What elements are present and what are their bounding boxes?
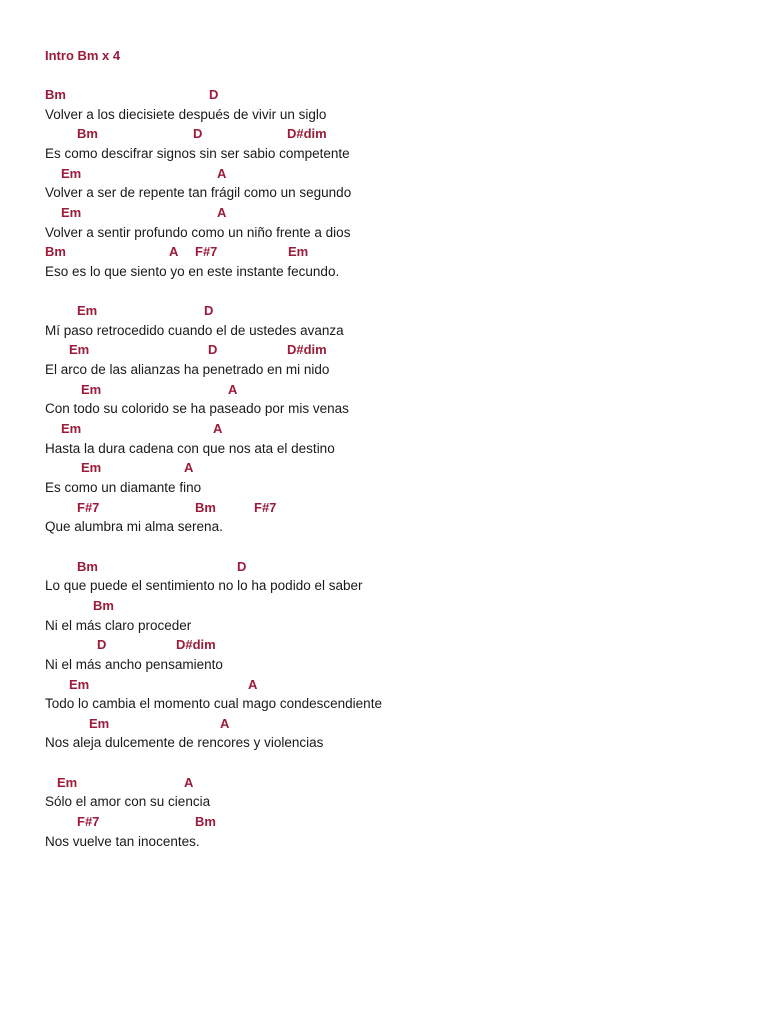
chord-line	[45, 342, 745, 358]
chord: Bm	[195, 500, 216, 515]
chord-line	[45, 716, 745, 732]
chord-line	[45, 166, 745, 182]
chord: Em	[69, 677, 90, 692]
chord: A	[184, 460, 194, 475]
chord: A	[217, 205, 227, 220]
lyric-line: Que alumbra mi alma serena.	[45, 519, 223, 534]
chord: Em	[61, 421, 82, 436]
chord: Bm	[45, 244, 66, 259]
lyric-line: Es como descifrar signos sin ser sabio competente	[45, 146, 350, 161]
chord-line	[45, 87, 745, 103]
chord: Bm	[45, 87, 66, 102]
chord: D	[237, 559, 247, 574]
lyric-line: Todo lo cambia el momento cual mago condescendiente	[45, 696, 382, 711]
chord: D#dim	[287, 126, 327, 141]
chord: Em	[57, 775, 78, 790]
chord: Em	[69, 342, 90, 357]
lyric-line: Hasta la dura cadena con que nos ata el destino	[45, 441, 335, 456]
chord-line	[45, 559, 745, 575]
lyric-line: El arco de las alianzas ha penetrado en mi nido	[45, 362, 330, 377]
chord: F#7	[77, 500, 100, 515]
chord: Bm	[195, 814, 216, 829]
chord: D	[193, 126, 203, 141]
chord: A	[184, 775, 194, 790]
chord: F#7	[77, 814, 100, 829]
chord-line	[45, 775, 745, 791]
chord-line	[45, 814, 745, 830]
chord: D	[208, 342, 218, 357]
chord-line	[45, 421, 745, 437]
chord: D	[204, 303, 214, 318]
chord: A	[220, 716, 230, 731]
chord: Em	[81, 460, 102, 475]
chord: Em	[288, 244, 309, 259]
lyric-line: Eso es lo que siento yo en este instante fecundo.	[45, 264, 340, 279]
lyric-line: Lo que puede el sentimiento no lo ha podido el saber	[45, 578, 363, 593]
lyric-line: Con todo su colorido se ha paseado por mis venas	[45, 401, 349, 416]
chord-line	[45, 500, 745, 516]
chord-line	[45, 460, 745, 476]
chord: D	[97, 637, 107, 652]
chord: A	[228, 382, 238, 397]
lyric-line: Sólo el amor con su ciencia	[45, 794, 211, 809]
chord-line	[45, 637, 745, 653]
chord: Em	[77, 303, 98, 318]
chord-line	[45, 126, 745, 142]
chord: Bm	[77, 559, 98, 574]
chord: A	[248, 677, 258, 692]
chord: Em	[61, 205, 82, 220]
lyric-line: Nos vuelve tan inocentes.	[45, 834, 200, 849]
chord: D#dim	[176, 637, 216, 652]
chord: F#7	[195, 244, 218, 259]
lyric-line: Ni el más ancho pensamiento	[45, 657, 223, 672]
chord-line	[45, 303, 745, 319]
chord: F#7	[254, 500, 277, 515]
chord-line	[45, 677, 745, 693]
chord: Bm	[77, 126, 98, 141]
chord: Em	[89, 716, 110, 731]
intro-line: Intro Bm x 4	[45, 48, 121, 63]
lyric-line: Es como un diamante fino	[45, 480, 202, 495]
lyric-line: Volver a ser de repente tan frágil como un segundo	[45, 185, 352, 200]
chord-line	[45, 244, 745, 260]
chord-line	[45, 598, 745, 614]
chord: Em	[61, 166, 82, 181]
chord: A	[213, 421, 223, 436]
chord: Bm	[93, 598, 114, 613]
lyric-line: Volver a los diecisiete después de vivir un siglo	[45, 107, 327, 122]
chord-line	[45, 382, 745, 398]
chord: D#dim	[287, 342, 327, 357]
lyric-line: Ni el más claro proceder	[45, 618, 192, 633]
chord-line	[45, 205, 745, 221]
lyric-line: Nos aleja dulcemente de rencores y violencias	[45, 735, 324, 750]
chord: A	[217, 166, 227, 181]
lyric-line: Volver a sentir profundo como un niño frente a dios	[45, 225, 351, 240]
chord: D	[209, 87, 219, 102]
chord: A	[169, 244, 179, 259]
chord: Em	[81, 382, 102, 397]
lyric-line: Mí paso retrocedido cuando el de ustedes avanza	[45, 323, 344, 338]
